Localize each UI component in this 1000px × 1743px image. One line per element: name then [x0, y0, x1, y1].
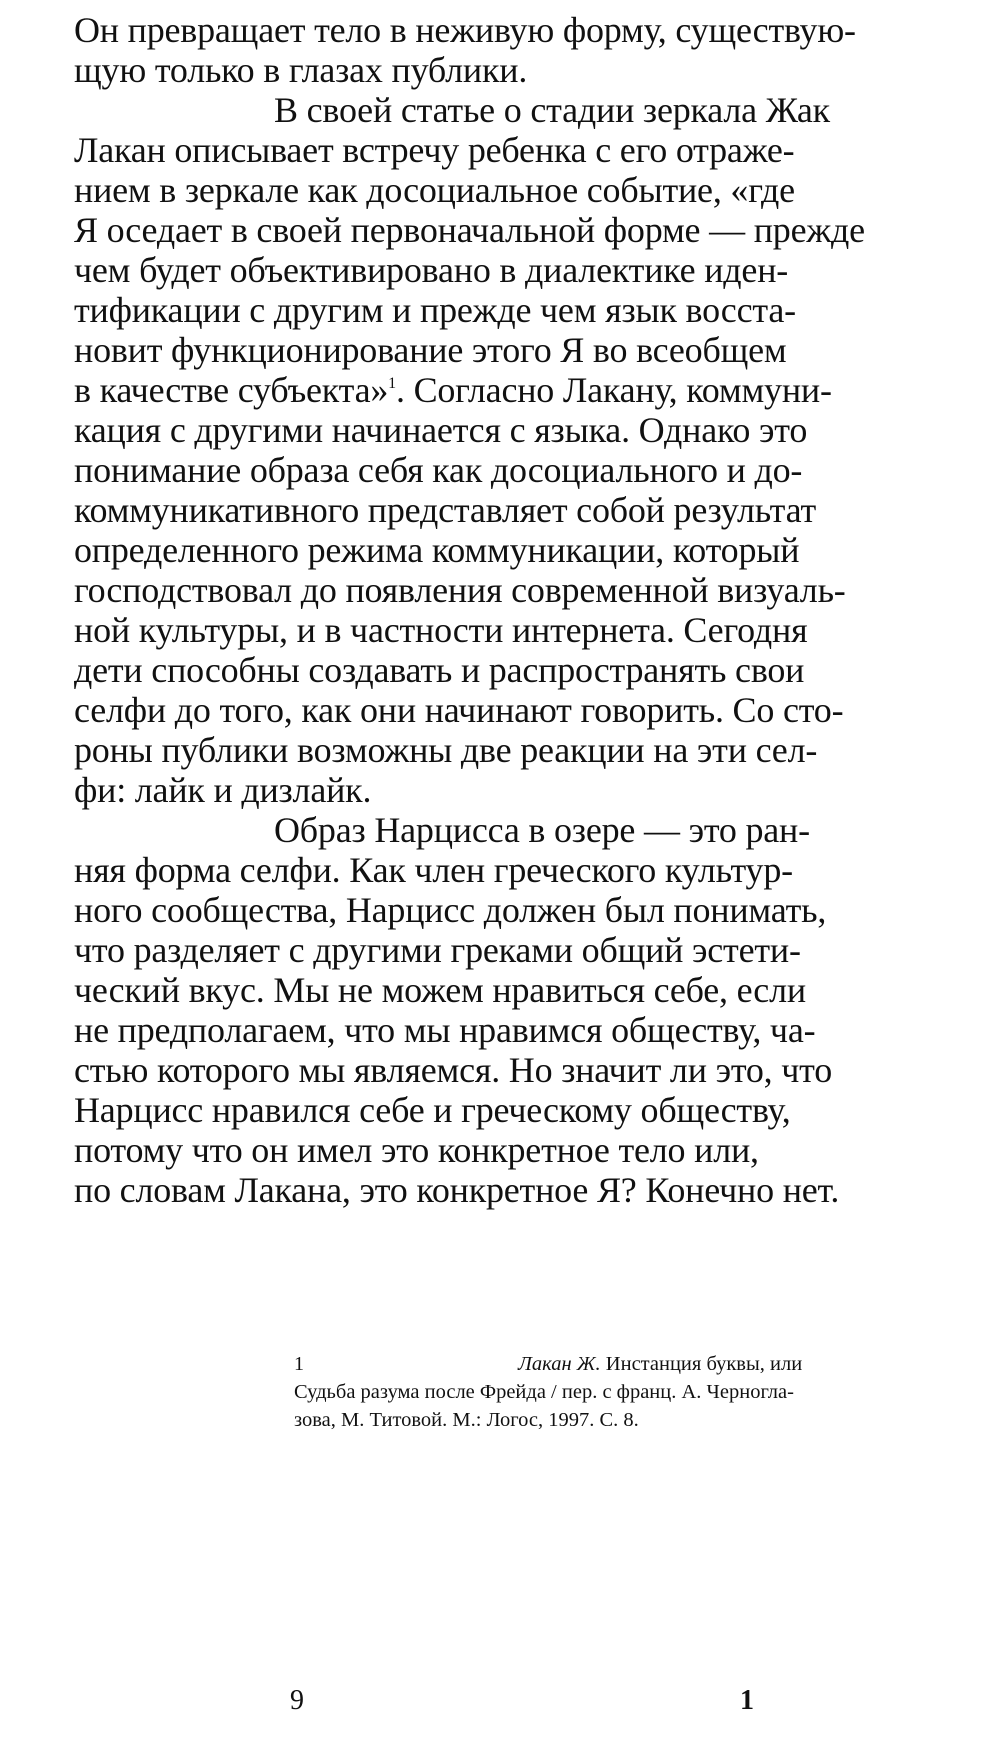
text-line: стью которого мы являемся. Но значит ли это, что [74, 1050, 833, 1090]
footnote-number: 1 [294, 1353, 304, 1375]
text-line: селфи до того, как они начинают говорить. Со сто- [74, 690, 844, 730]
text-line: новит функционирование этого Я во всеобщем [74, 330, 787, 370]
text-line: щую только в глазах публики. [74, 50, 528, 90]
footnote-line [294, 1350, 974, 1378]
text-line: определенного режима коммуникации, который [74, 530, 800, 570]
text-line: господствовал до появления современной визуаль- [74, 570, 846, 610]
page-number: 9 [290, 1685, 304, 1716]
text-line: чем будет объективировано в диалектике иден- [74, 250, 789, 290]
text-line: потому что он имел это конкретное тело или, [74, 1130, 759, 1170]
text-line: не предполагаем, что мы нравимся обществу, ча- [74, 1010, 816, 1050]
text-segment: в качестве субъекта» [74, 370, 389, 410]
text-line: по словам Лакана, это конкретное Я? Конечно нет. [74, 1170, 840, 1210]
footnote-line: зова, М. Титовой. М.: Логос, 1997. С. 8. [294, 1409, 639, 1431]
main-text [74, 10, 934, 1210]
footnote [294, 1350, 974, 1434]
text-segment: . Согласно Лакану, коммуни- [395, 370, 832, 410]
footnote-text: Инстанция буквы, или [600, 1353, 803, 1375]
text-line: Образ Нарцисса в озере — это ран- [274, 810, 810, 850]
text-line: коммуникативного представляет собой результат [74, 490, 816, 530]
text-line: Он превращает тело в неживую форму, существую- [74, 10, 856, 50]
text-line: что разделяет с другими греками общий эстети- [74, 930, 801, 970]
text-line: тификации с другим и прежде чем язык восста- [74, 290, 796, 330]
text-line: Я оседает в своей первоначальной форме — прежде [74, 210, 865, 250]
text-line: няя форма селфи. Как член греческого культур- [74, 850, 793, 890]
footnote-reference: 1 [388, 375, 396, 392]
text-line: В своей статье о стадии зеркала Жак [274, 90, 830, 130]
text-line: ной культуры, и в частности интернета. Сегодня [74, 610, 808, 650]
footnote-author: Лакан Ж. [518, 1353, 601, 1375]
text-line: фи: лайк и дизлайк. [74, 770, 372, 810]
text-line: понимание образа себя как досоциального и до- [74, 450, 803, 490]
text-line: Лакан описывает встречу ребенка с его отраже- [74, 130, 795, 170]
section-marker: 1 [740, 1685, 754, 1716]
text-line: роны публики возможны две реакции на эти сел- [74, 730, 818, 770]
text-line: нием в зеркале как досоциальное событие, «где [74, 170, 795, 210]
text-line-with-footnote [74, 370, 934, 410]
text-line: дети способны создавать и распространять свои [74, 650, 805, 690]
footnote-line: Судьба разума после Фрейда / пер. с франц. А. Черногла- [294, 1381, 794, 1403]
text-line: ного сообщества, Нарцисс должен был понимать, [74, 890, 827, 930]
text-line: ческий вкус. Мы не можем нравиться себе, если [74, 970, 806, 1010]
text-line: Нарцисс нравился себе и греческому обществу, [74, 1090, 791, 1130]
text-line: кация с другими начинается с языка. Однако это [74, 410, 808, 450]
